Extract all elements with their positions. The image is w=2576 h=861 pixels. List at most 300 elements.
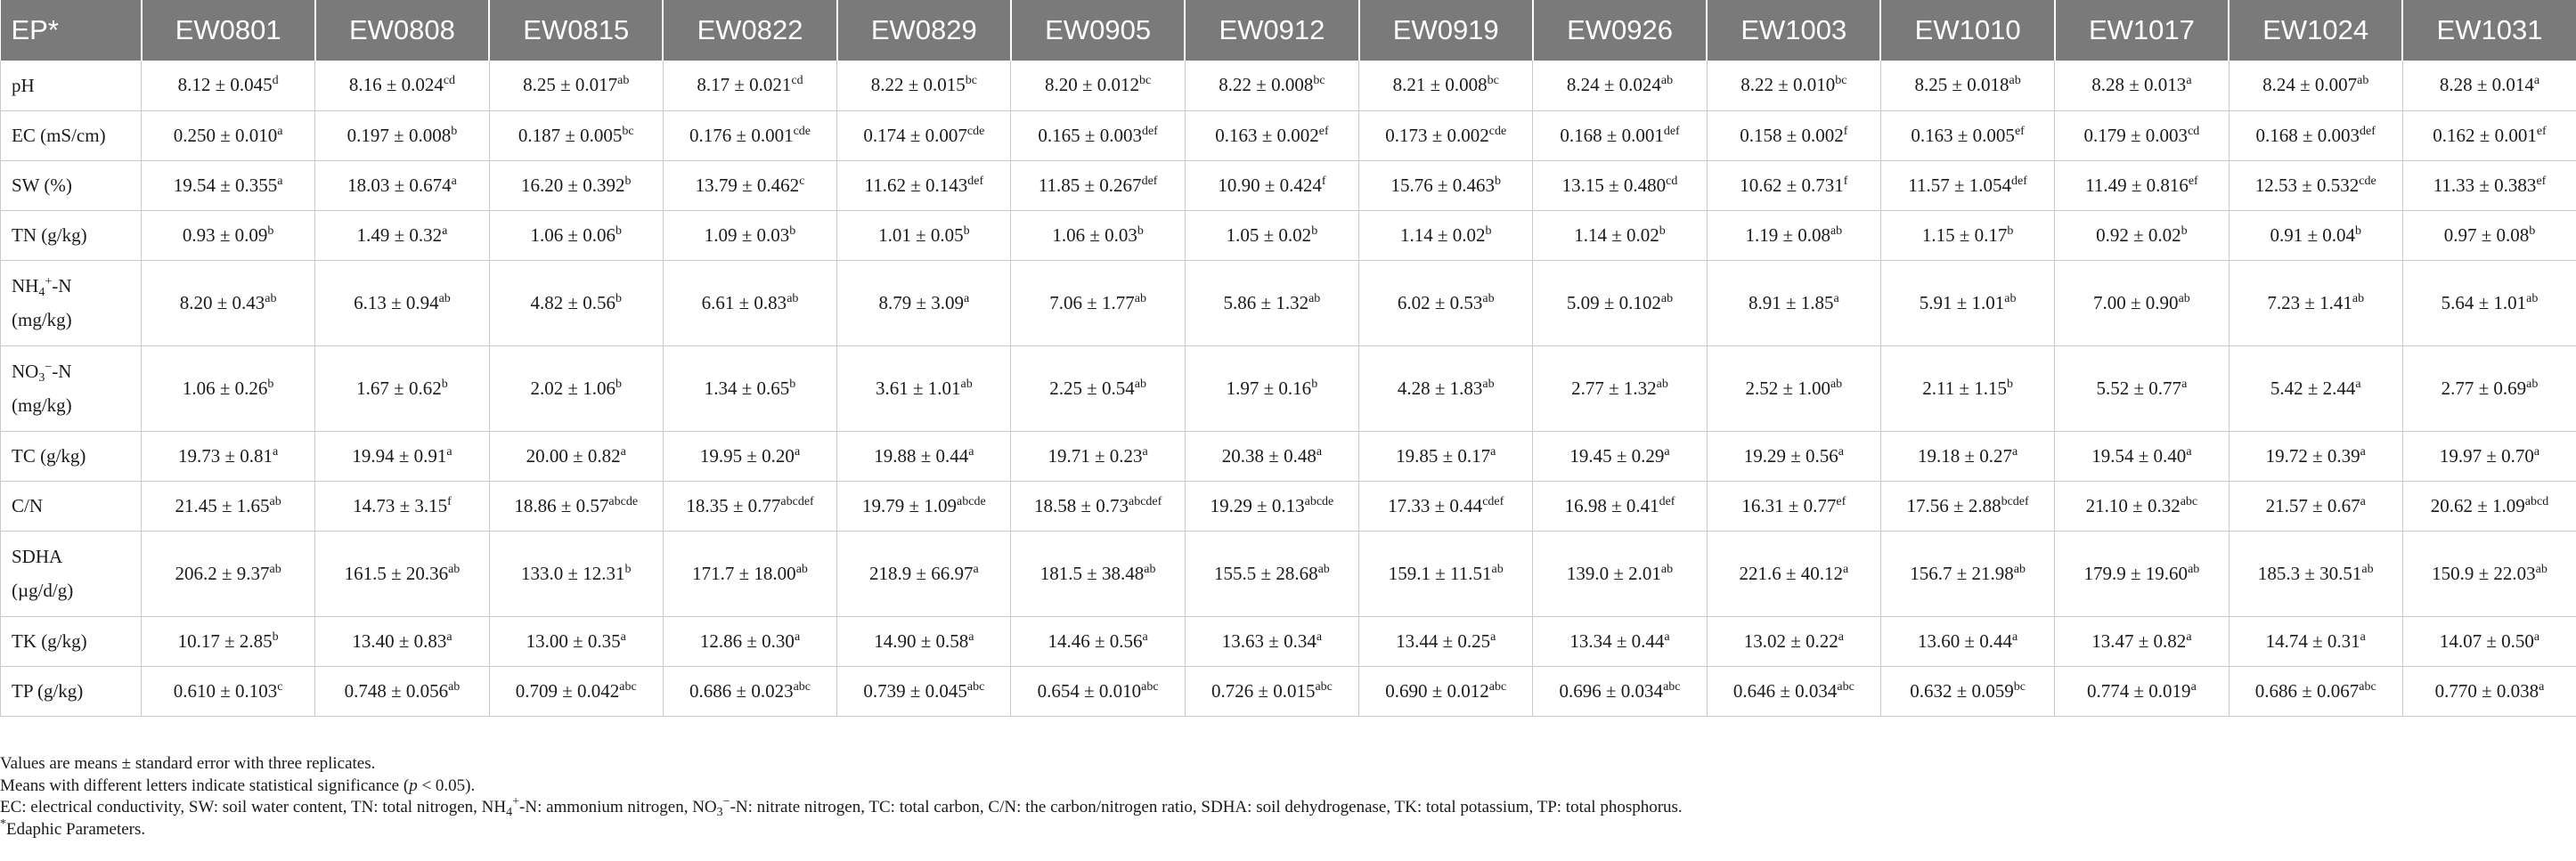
value-cell <box>1880 481 2054 531</box>
footnote-asterisk <box>0 816 1683 841</box>
mean-se-value: 19.94 ± 0.91 <box>352 444 447 467</box>
value-cell <box>2055 160 2229 210</box>
significance-letters: ab <box>2526 291 2539 305</box>
mean-se-value: 5.52 ± 0.77 <box>2096 377 2182 399</box>
value-cell <box>1011 61 1185 110</box>
value-cell <box>2402 481 2576 531</box>
parameter-label <box>1 260 142 345</box>
mean-se-value: 2.02 ± 1.06 <box>530 377 615 399</box>
significance-letters: ab <box>787 291 799 305</box>
significance-letters: ab <box>438 291 451 305</box>
mean-se-value: 2.77 ± 1.32 <box>1571 377 1657 399</box>
significance-letters: bc <box>965 74 977 88</box>
value-cell <box>315 345 489 431</box>
mean-se-value: 0.654 ± 0.010 <box>1037 679 1142 702</box>
footnote-values-text: Values are means ± standard error with three replicates. <box>0 754 376 773</box>
significance-letters: d <box>272 74 279 88</box>
mean-se-value: 0.748 ± 0.056 <box>344 679 449 702</box>
mean-se-value: 3.61 ± 1.01 <box>875 377 961 399</box>
parameter-name: TP (g/kg) <box>12 680 84 702</box>
significance-letters: abc <box>2180 494 2198 508</box>
mean-se-value: 19.54 ± 0.40 <box>2091 444 2187 467</box>
significance-letters: a <box>2186 444 2192 459</box>
mean-se-value: 13.47 ± 0.82 <box>2091 630 2187 652</box>
mean-se-value: 1.49 ± 0.32 <box>356 223 443 246</box>
significance-letters: abc <box>619 679 637 694</box>
value-cell <box>2402 616 2576 666</box>
value-cell <box>2402 431 2576 481</box>
significance-letters: cd <box>791 74 803 88</box>
value-cell <box>315 481 489 531</box>
mean-se-value: 0.726 ± 0.015 <box>1211 679 1316 702</box>
value-cell <box>489 431 663 481</box>
mean-se-value: 16.20 ± 0.392 <box>520 174 625 196</box>
value-cell <box>1359 210 1533 260</box>
mean-se-value: 13.02 ± 0.22 <box>1743 630 1838 652</box>
parameter-unit-line <box>12 573 137 607</box>
table-row <box>1 481 2576 531</box>
significance-letters: a <box>2360 630 2366 644</box>
significance-letters: b <box>789 377 796 391</box>
mean-se-value: 1.14 ± 0.02 <box>1399 223 1486 246</box>
mean-se-value: 11.57 ± 1.054 <box>1908 174 2012 196</box>
mean-se-value: 19.95 ± 0.20 <box>699 444 795 467</box>
mean-se-value: 0.93 ± 0.09 <box>182 223 268 246</box>
value-cell <box>2055 61 2229 110</box>
mean-se-value: 14.73 ± 3.15 <box>353 494 448 516</box>
value-cell <box>1880 431 2054 481</box>
mean-se-value: 181.5 ± 38.48 <box>1039 562 1145 584</box>
mean-se-value: 8.20 ± 0.012 <box>1045 74 1140 96</box>
value-cell <box>489 616 663 666</box>
mean-se-value: 8.25 ± 0.018 <box>1914 74 2009 96</box>
significance-letters: a <box>620 630 626 644</box>
significance-letters: ab <box>2352 291 2365 305</box>
mean-se-value: 19.97 ± 0.70 <box>2439 444 2534 467</box>
value-cell <box>1707 210 1880 260</box>
mean-se-value: 7.23 ± 1.41 <box>2267 291 2352 313</box>
mean-se-value: 0.250 ± 0.010 <box>173 124 278 146</box>
significance-letters: a <box>446 444 452 459</box>
mean-se-value: 19.54 ± 0.355 <box>173 174 278 196</box>
significance-letters: cd <box>443 74 456 88</box>
significance-letters: ab <box>1491 562 1504 576</box>
mean-se-value: 11.62 ± 0.143 <box>864 174 968 196</box>
significance-letters: ab <box>1482 291 1495 305</box>
value-cell <box>489 110 663 160</box>
value-cell <box>315 110 489 160</box>
significance-letters: b <box>1311 223 1318 238</box>
parameter-name: TC (g/kg) <box>12 445 86 467</box>
value-cell <box>1707 481 1880 531</box>
value-cell <box>837 61 1011 110</box>
mean-se-value: 0.162 ± 0.001 <box>2433 124 2537 146</box>
parameter-name: NH <box>12 275 39 296</box>
value-cell <box>142 110 315 160</box>
significance-letters: ab <box>617 74 630 88</box>
value-cell <box>1880 345 2054 431</box>
value-cell <box>1880 61 2054 110</box>
significance-letters: abcde <box>1304 494 1334 508</box>
significance-letters: a <box>1316 630 1323 644</box>
parameter-unit: (mg/kg) <box>12 394 72 416</box>
value-cell <box>837 431 1011 481</box>
significance-letters: a <box>973 562 979 576</box>
value-cell <box>663 260 836 345</box>
significance-letters: a <box>2012 444 2018 459</box>
value-cell <box>142 260 315 345</box>
significance-letters: cde <box>2359 174 2376 188</box>
significance-letters: a <box>2539 679 2545 694</box>
significance-letters: a <box>794 630 801 644</box>
mean-se-value: 8.79 ± 3.09 <box>878 291 964 313</box>
significance-letters: def <box>2011 174 2027 188</box>
value-cell <box>837 481 1011 531</box>
value-cell <box>1185 260 1358 345</box>
significance-letters: abcdef <box>1128 494 1162 508</box>
value-cell <box>142 666 315 716</box>
mean-se-value: 19.85 ± 0.17 <box>1396 444 1491 467</box>
mean-se-value: 20.62 ± 1.09 <box>2430 494 2525 516</box>
value-cell <box>2055 616 2229 666</box>
mean-se-value: 1.34 ± 0.65 <box>704 377 790 399</box>
column-header: EW1031 <box>2402 0 2576 61</box>
mean-se-value: 0.686 ± 0.023 <box>689 679 794 702</box>
significance-letters: f <box>1843 174 1848 188</box>
value-cell <box>1185 160 1358 210</box>
significance-letters: ab <box>269 494 281 508</box>
mean-se-value: 1.19 ± 0.08 <box>1745 223 1830 246</box>
footnote-significance-text: Means with different letters indicate statistical significance ( <box>0 776 410 795</box>
mean-se-value: 8.28 ± 0.013 <box>2091 74 2187 96</box>
value-cell <box>142 616 315 666</box>
value-cell <box>1880 210 2054 260</box>
parameter-subscript: 4 <box>38 286 45 299</box>
significance-letters: a <box>794 444 801 459</box>
value-cell <box>2402 110 2576 160</box>
mean-se-value: 1.06 ± 0.06 <box>530 223 615 246</box>
mean-se-value: 12.53 ± 0.532 <box>2254 174 2360 196</box>
significance-letters: a <box>1664 630 1670 644</box>
mean-se-value: 150.9 ± 22.03 <box>2432 562 2536 584</box>
value-cell <box>315 210 489 260</box>
mean-se-value: 133.0 ± 12.31 <box>520 562 625 584</box>
column-header: EW1003 <box>1707 0 1880 61</box>
column-header: EW0926 <box>1533 0 1707 61</box>
mean-se-value: 1.14 ± 0.02 <box>1574 223 1659 246</box>
significance-letters: b <box>451 124 458 138</box>
mean-se-value: 18.03 ± 0.674 <box>347 174 452 196</box>
mean-se-value: 8.24 ± 0.007 <box>2262 74 2358 96</box>
value-cell <box>663 431 836 481</box>
significance-letters: ef <box>2536 174 2547 188</box>
header-row <box>1 0 2576 61</box>
mean-se-value: 7.00 ± 0.90 <box>2093 291 2179 313</box>
table-row <box>1 431 2576 481</box>
mean-se-value: 1.67 ± 0.62 <box>356 377 442 399</box>
mean-se-value: 0.686 ± 0.067 <box>2254 679 2360 702</box>
parameter-name-suffix: -N <box>52 275 72 296</box>
significance-letters: cd <box>1666 174 1678 188</box>
significance-letters: bc <box>622 124 634 138</box>
abbrev-part-3: -N: nitrate nitrogen, TC: total carbon, C/N: the carbon/nitrogen ratio, SDHA: soil dehydrogenase, TK: total potassium, TP: total phosphorus. <box>730 798 1683 816</box>
footnote-threshold: < 0.05). <box>417 776 476 795</box>
value-cell <box>1707 260 1880 345</box>
value-cell <box>2402 345 2576 431</box>
significance-letters: abcd <box>2524 494 2549 508</box>
significance-letters: ab <box>1134 377 1146 391</box>
value-cell <box>1185 210 1358 260</box>
significance-letters: bc <box>1313 74 1325 88</box>
significance-letters: abc <box>2359 679 2376 694</box>
mean-se-value: 221.6 ± 40.12 <box>1739 562 1843 584</box>
significance-letters: b <box>2006 377 2013 391</box>
value-cell <box>2229 666 2402 716</box>
value-cell <box>2055 110 2229 160</box>
value-cell <box>663 531 836 616</box>
significance-letters: a <box>446 630 452 644</box>
significance-letters: b <box>2529 223 2536 238</box>
value-cell <box>1707 531 1880 616</box>
mean-se-value: 16.31 ± 0.77 <box>1741 494 1837 516</box>
value-cell <box>1011 431 1185 481</box>
mean-se-value: 0.197 ± 0.008 <box>346 124 452 146</box>
value-cell <box>489 260 663 345</box>
mean-se-value: 1.06 ± 0.03 <box>1052 223 1137 246</box>
value-cell <box>2402 210 2576 260</box>
mean-se-value: 206.2 ± 9.37 <box>175 562 270 584</box>
significance-letters: a <box>273 444 279 459</box>
significance-letters: b <box>1137 223 1144 238</box>
footnote-values <box>0 753 1683 776</box>
value-cell <box>489 160 663 210</box>
value-cell <box>1185 345 1358 431</box>
significance-letters: ab <box>2013 562 2026 576</box>
significance-letters: a <box>442 223 448 238</box>
value-cell <box>1185 431 1358 481</box>
mean-se-value: 20.38 ± 0.48 <box>1221 444 1317 467</box>
mean-se-value: 17.33 ± 0.44 <box>1388 494 1483 516</box>
value-cell <box>1359 481 1533 531</box>
value-cell <box>1533 481 1707 531</box>
mean-se-value: 14.90 ± 0.58 <box>874 630 969 652</box>
value-cell <box>315 160 489 210</box>
value-cell <box>2402 160 2576 210</box>
column-header: EW0829 <box>837 0 1011 61</box>
value-cell <box>663 666 836 716</box>
abbrev-sup-2: − <box>722 795 730 808</box>
value-cell <box>837 160 1011 210</box>
significance-letters: def <box>1141 174 1158 188</box>
value-cell <box>1011 481 1185 531</box>
parameter-label <box>1 431 142 481</box>
value-cell <box>1185 666 1358 716</box>
value-cell <box>1533 110 1707 160</box>
parameter-charge: − <box>45 361 53 374</box>
parameter-label <box>1 666 142 716</box>
parameter-name: TN (g/kg) <box>12 224 87 246</box>
significance-letters: def <box>1663 124 1680 138</box>
value-cell <box>489 531 663 616</box>
value-cell <box>315 61 489 110</box>
parameter-name: TK (g/kg) <box>12 630 87 652</box>
significance-letters: a <box>451 174 457 188</box>
value-cell <box>489 345 663 431</box>
value-cell <box>2229 160 2402 210</box>
significance-letters: f <box>1843 124 1848 138</box>
value-cell <box>1707 345 1880 431</box>
mean-se-value: 20.00 ± 0.82 <box>526 444 621 467</box>
significance-letters: b <box>2007 223 2014 238</box>
significance-letters: ab <box>1660 74 1674 88</box>
mean-se-value: 2.11 ± 1.15 <box>1922 377 2007 399</box>
mean-se-value: 8.22 ± 0.010 <box>1740 74 1836 96</box>
significance-letters: ab <box>1308 291 1321 305</box>
significance-letters: bc <box>1835 74 1847 88</box>
significance-letters: def <box>1659 494 1675 508</box>
mean-se-value: 14.46 ± 0.56 <box>1048 630 1143 652</box>
value-cell <box>1011 260 1185 345</box>
value-cell <box>1533 431 1707 481</box>
value-cell <box>2229 345 2402 431</box>
mean-se-value: 0.646 ± 0.034 <box>1732 679 1838 702</box>
significance-letters: bcdef <box>2001 494 2029 508</box>
mean-se-value: 6.61 ± 0.83 <box>701 291 787 313</box>
mean-se-value: 2.77 ± 0.69 <box>2441 377 2527 399</box>
mean-se-value: 18.58 ± 0.73 <box>1033 494 1129 516</box>
significance-letters: ab <box>2188 562 2200 576</box>
significance-letters: ab <box>2357 74 2369 88</box>
value-cell <box>315 616 489 666</box>
significance-letters: b <box>1659 223 1666 238</box>
value-cell <box>2229 260 2402 345</box>
value-cell <box>2229 531 2402 616</box>
table-row <box>1 531 2576 616</box>
value-cell <box>1533 666 1707 716</box>
value-cell <box>2229 431 2402 481</box>
mean-se-value: 0.696 ± 0.034 <box>1559 679 1664 702</box>
significance-letters: cdef <box>1482 494 1504 508</box>
significance-letters: a <box>1838 444 1844 459</box>
significance-letters: a <box>1490 444 1496 459</box>
mean-se-value: 13.60 ± 0.44 <box>1917 630 2013 652</box>
mean-se-value: 156.7 ± 21.98 <box>1910 562 2014 584</box>
value-cell <box>489 666 663 716</box>
mean-se-value: 1.01 ± 0.05 <box>878 223 964 246</box>
value-cell <box>1011 110 1185 160</box>
significance-letters: a <box>968 444 974 459</box>
mean-se-value: 0.739 ± 0.045 <box>863 679 967 702</box>
abbrev-part-2: -N: ammonium nitrogen, NO <box>519 798 717 816</box>
significance-letters: a <box>2181 377 2188 391</box>
mean-se-value: 161.5 ± 20.36 <box>344 562 449 584</box>
abbrev-sup-1: + <box>512 795 520 808</box>
parameter-label <box>1 160 142 210</box>
mean-se-value: 8.28 ± 0.014 <box>2439 74 2534 96</box>
value-cell <box>1185 110 1358 160</box>
mean-se-value: 6.13 ± 0.94 <box>354 291 439 313</box>
value-cell <box>142 61 315 110</box>
mean-se-value: 171.7 ± 18.00 <box>692 562 796 584</box>
significance-letters: bc <box>1139 74 1152 88</box>
mean-se-value: 11.49 ± 0.816 <box>2085 174 2189 196</box>
parameter-label <box>1 616 142 666</box>
value-cell <box>2229 61 2402 110</box>
mean-se-value: 1.15 ± 0.17 <box>1921 223 2008 246</box>
parameter-charge: + <box>45 275 53 288</box>
mean-se-value: 19.73 ± 0.81 <box>178 444 273 467</box>
value-cell <box>837 345 1011 431</box>
significance-letters: ef <box>2014 124 2025 138</box>
significance-letters: abc <box>1315 679 1333 694</box>
value-cell <box>142 210 315 260</box>
value-cell <box>2055 666 2229 716</box>
value-cell <box>1533 345 1707 431</box>
significance-letters: ab <box>2361 562 2374 576</box>
parameter-label <box>1 531 142 616</box>
significance-letters: ab <box>1134 291 1146 305</box>
mean-se-value: 21.57 ± 0.67 <box>2265 494 2360 516</box>
significance-letters: a <box>2186 630 2192 644</box>
significance-letters: ab <box>1317 562 1330 576</box>
mean-se-value: 0.91 ± 0.04 <box>2270 223 2355 246</box>
parameter-label <box>1 345 142 431</box>
parameter-name-line <box>12 540 137 573</box>
mean-se-value: 2.25 ± 0.54 <box>1049 377 1135 399</box>
mean-se-value: 12.86 ± 0.30 <box>699 630 795 652</box>
significance-letters: cde <box>1488 124 1507 138</box>
value-cell <box>1707 666 1880 716</box>
mean-se-value: 0.176 ± 0.001 <box>689 124 794 146</box>
mean-se-value: 0.770 ± 0.038 <box>2434 679 2539 702</box>
value-cell <box>2229 110 2402 160</box>
significance-letters: a <box>1316 444 1323 459</box>
mean-se-value: 159.1 ± 11.51 <box>1388 562 1492 584</box>
value-cell <box>1533 616 1707 666</box>
value-cell <box>1185 61 1358 110</box>
value-cell <box>1533 531 1707 616</box>
significance-letters: a <box>1833 291 1839 305</box>
column-header: EW0822 <box>663 0 836 61</box>
mean-se-value: 13.34 ± 0.44 <box>1569 630 1665 652</box>
value-cell <box>1185 531 1358 616</box>
mean-se-value: 0.610 ± 0.103 <box>173 679 278 702</box>
significance-letters: a <box>277 174 283 188</box>
significance-letters: bc <box>1487 74 1499 88</box>
mean-se-value: 8.20 ± 0.43 <box>179 291 265 313</box>
significance-letters: b <box>1494 174 1501 188</box>
column-header: EW1010 <box>1880 0 2054 61</box>
mean-se-value: 7.06 ± 1.77 <box>1049 291 1135 313</box>
mean-se-value: 19.29 ± 0.13 <box>1210 494 1305 516</box>
asterisk-note: Edaphic Parameters. <box>6 819 146 839</box>
significance-letters: a <box>968 630 974 644</box>
parameter-unit-line <box>12 303 137 337</box>
value-cell <box>1707 616 1880 666</box>
value-cell <box>1359 110 1533 160</box>
mean-se-value: 8.21 ± 0.008 <box>1392 74 1488 96</box>
significance-letters: def <box>967 174 984 188</box>
significance-letters: a <box>1664 444 1670 459</box>
table-row <box>1 61 2576 110</box>
significance-letters: cd <box>2188 124 2200 138</box>
significance-letters: a <box>1842 562 1849 576</box>
mean-se-value: 0.168 ± 0.001 <box>1560 124 1664 146</box>
value-cell <box>1185 481 1358 531</box>
value-cell <box>1011 616 1185 666</box>
significance-letters: b <box>624 174 632 188</box>
significance-letters: def <box>2360 124 2376 138</box>
